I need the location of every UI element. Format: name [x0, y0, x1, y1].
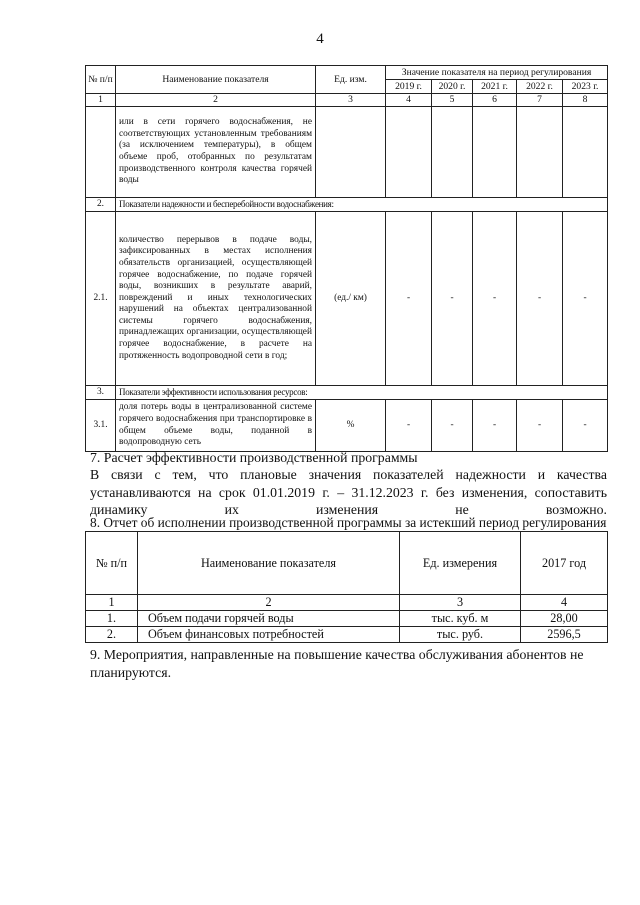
row-name: количество перерывов в подаче воды, зафиксированных в местах исполнения обязательств организацией, осуществляющей горячее водоснабжение, по подаче горячей воды, возникших в результате аварий, повреждений и иных технологических нарушений на объектах централизованной системы горячего водоснабжения, принадлежащих организации, осуществляющей горячее водоснабжение, в расчете на протяженность водопроводной сети в год; [116, 212, 316, 386]
section-row [86, 198, 608, 212]
header-year: 2019 г. [386, 80, 432, 94]
section-num: 2. [86, 198, 116, 212]
row-value: 2596,5 [521, 627, 608, 643]
header-num: № п/п [86, 532, 138, 595]
row-num: 1. [86, 611, 138, 627]
row-value: - [517, 212, 563, 386]
row-value: - [517, 400, 563, 452]
row-unit: тыс. руб. [400, 627, 521, 643]
header-period: Значение показателя на период регулирования [386, 66, 608, 80]
section-7-heading: 7. Расчет эффективности производственной программы [90, 450, 418, 465]
header-year: 2021 г. [473, 80, 517, 94]
column-number: 2 [116, 94, 316, 107]
column-number: 6 [473, 94, 517, 107]
row-value: - [432, 400, 473, 452]
row-num: 2. [86, 627, 138, 643]
header-unit: Ед. изм. [316, 66, 386, 94]
section-title: Показатели эффективности использования ресурсов: [116, 386, 608, 400]
column-number: 4 [521, 595, 608, 611]
table-row [86, 627, 608, 643]
row-value: - [563, 212, 608, 386]
row-value: - [386, 212, 432, 386]
section-8-heading: 8. Отчет об исполнении производственной программы за истекший период регулирования [90, 515, 607, 530]
header-year: 2023 г. [563, 80, 608, 94]
report-table [85, 531, 608, 643]
table-row [86, 107, 608, 198]
header-name: Наименование показателя [138, 532, 400, 595]
table-row [86, 611, 608, 627]
header-year: 2017 год [521, 532, 608, 595]
column-number: 8 [563, 94, 608, 107]
column-number: 4 [386, 94, 432, 107]
row-value: - [473, 400, 517, 452]
column-number: 5 [432, 94, 473, 107]
header-unit: Ед. измерения [400, 532, 521, 595]
indicators-table [85, 65, 608, 452]
table-row [86, 212, 608, 386]
row-value: - [386, 400, 432, 452]
row-continuation-name: или в сети горячего водоснабжения, не соответствующих установленным требованиям (за исключением температуры), в общем объеме проб, отобранных по результатам производственного контроля качества горячей воды [116, 107, 316, 198]
table-row [86, 400, 608, 452]
section-num: 3. [86, 386, 116, 400]
header-name: Наименование показателя [116, 66, 316, 94]
section-7-text: В связи с тем, что плановые значения показателей надежности и качества устанавливаются на срок 01.01.2019 г. – 31.12.2023 г. без изменения, сопоставить динамику их изменения не возможно. [90, 467, 607, 517]
section-row [86, 386, 608, 400]
column-number: 3 [400, 595, 521, 611]
column-number: 3 [316, 94, 386, 107]
header-year: 2020 г. [432, 80, 473, 94]
row-value: - [473, 212, 517, 386]
row-unit: (ед./ км) [316, 212, 386, 386]
header-num: № п/п [86, 66, 116, 94]
row-name: доля потерь воды в централизованной системе горячего водоснабжения при транспортировке в общем объеме воды, поданной в водопроводную сеть [116, 400, 316, 452]
column-number: 7 [517, 94, 563, 107]
header-year: 2022 г. [517, 80, 563, 94]
section-title: Показатели надежности и бесперебойности водоснабжения: [116, 198, 608, 212]
row-num: 3.1. [86, 400, 116, 452]
row-value: - [432, 212, 473, 386]
row-value: 28,00 [521, 611, 608, 627]
column-number: 1 [86, 595, 138, 611]
column-number: 1 [86, 94, 116, 107]
row-name: Объем финансовых потребностей [138, 627, 400, 643]
column-number: 2 [138, 595, 400, 611]
row-unit: % [316, 400, 386, 452]
section-9-text: 9. Мероприятия, направленные на повышение качества обслуживания абонентов не планируются. [90, 647, 584, 680]
row-num: 2.1. [86, 212, 116, 386]
page-number: 4 [316, 31, 324, 47]
row-value: - [563, 400, 608, 452]
row-unit: тыс. куб. м [400, 611, 521, 627]
row-name: Объем подачи горячей воды [138, 611, 400, 627]
